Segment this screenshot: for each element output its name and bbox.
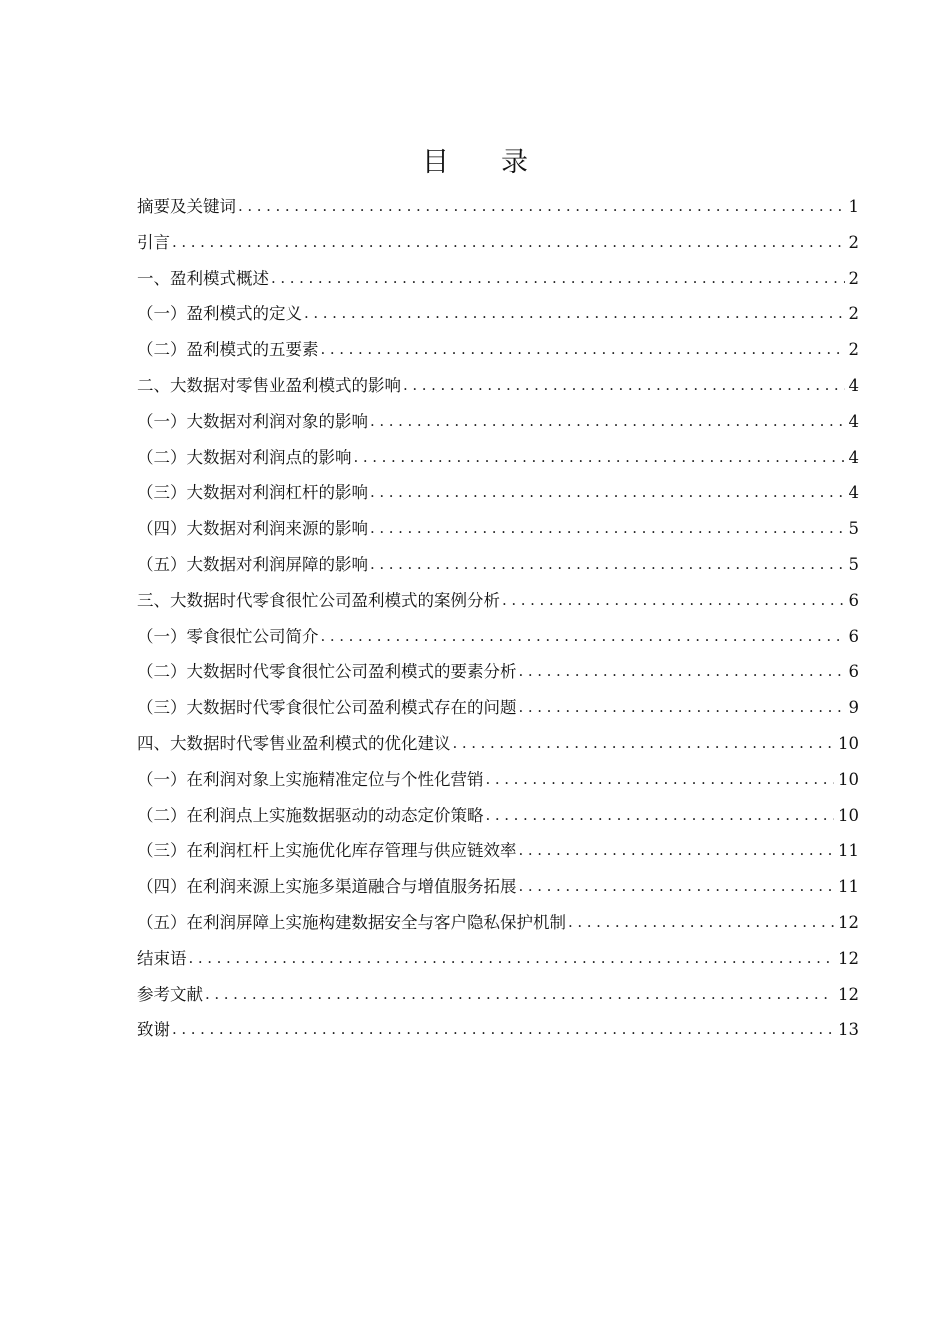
table-of-contents: [137, 189, 859, 1048]
dot-leader: [519, 690, 845, 726]
toc-entry-label: 结束语: [137, 948, 187, 968]
toc-entry-label: （五）大数据对利润屏障的影响: [137, 554, 368, 574]
toc-entry-page: 2: [848, 232, 859, 252]
dot-leader: [271, 261, 845, 297]
toc-entry-label: 三、大数据时代零食很忙公司盈利模式的案例分析: [137, 590, 500, 610]
dot-leader: [370, 547, 845, 583]
toc-entry-conclusion[interactable]: [137, 941, 859, 977]
toc-entry-section-4-1[interactable]: [137, 762, 859, 798]
dot-leader: [172, 225, 845, 261]
toc-entry-section-4-2[interactable]: [137, 798, 859, 834]
toc-entry-label: 一、盈利模式概述: [137, 268, 269, 288]
toc-entry-page: 11: [838, 877, 859, 897]
toc-entry-chapter-1[interactable]: [137, 261, 859, 297]
toc-entry-section-2-4[interactable]: [137, 511, 859, 547]
toc-entry-label: 二、大数据对零售业盈利模式的影响: [137, 375, 401, 395]
toc-entry-page: 12: [838, 948, 859, 968]
toc-entry-section-2-3[interactable]: [137, 475, 859, 511]
toc-entry-label: 引言: [137, 232, 170, 252]
toc-title-char-1: 目: [422, 147, 449, 178]
toc-entry-label: 四、大数据时代零售业盈利模式的优化建议: [137, 733, 451, 753]
dot-leader: [370, 511, 845, 547]
toc-entry-page: 11: [838, 841, 859, 861]
toc-entry-label: 摘要及关键词: [137, 197, 236, 216]
toc-entry-section-4-4[interactable]: [137, 869, 859, 905]
toc-entry-page: 10: [838, 805, 859, 825]
toc-entry-introduction[interactable]: [137, 225, 859, 261]
toc-entry-page: 2: [848, 340, 859, 360]
dot-leader: [568, 905, 834, 941]
toc-entry-acknowledgements[interactable]: [137, 1012, 859, 1048]
toc-entry-label: （四）在利润来源上实施多渠道融合与增值服务拓展: [137, 877, 517, 897]
toc-entry-label: （三）大数据对利润杠杆的影响: [137, 483, 368, 503]
dot-leader: [486, 798, 835, 834]
toc-entry-label: （一）大数据对利润对象的影响: [137, 411, 368, 431]
dot-leader: [453, 726, 835, 762]
toc-entry-page: 4: [848, 483, 859, 503]
toc-entry-chapter-3[interactable]: [137, 583, 859, 619]
toc-entry-chapter-2[interactable]: [137, 368, 859, 404]
toc-entry-page: 6: [848, 662, 859, 682]
toc-entry-page: 13: [838, 1020, 859, 1040]
dot-leader: [304, 296, 845, 332]
dot-leader: [403, 368, 845, 404]
dot-leader: [502, 583, 845, 619]
toc-entry-page: 2: [848, 304, 859, 324]
dot-leader: [370, 404, 845, 440]
dot-leader: [321, 332, 845, 368]
toc-entry-page: 6: [848, 590, 859, 610]
toc-entry-section-4-3[interactable]: [137, 833, 859, 869]
toc-entry-page: 12: [838, 912, 859, 932]
toc-entry-section-1-1[interactable]: [137, 296, 859, 332]
dot-leader: [321, 619, 845, 655]
toc-entry-label: （二）大数据对利润点的影响: [137, 447, 352, 467]
toc-entry-page: 12: [838, 984, 859, 1004]
toc-entry-label: （一）在利润对象上实施精准定位与个性化营销: [137, 769, 484, 789]
toc-entry-label: 致谢: [137, 1020, 170, 1040]
toc-entry-label: （五）在利润屏障上实施构建数据安全与客户隐私保护机制: [137, 912, 566, 932]
toc-entry-page: 1: [848, 197, 859, 216]
toc-entry-label: （一）盈利模式的定义: [137, 304, 302, 324]
dot-leader: [172, 1012, 834, 1048]
toc-entry-section-1-2[interactable]: [137, 332, 859, 368]
dot-leader: [519, 654, 845, 690]
toc-entry-label: （二）在利润点上实施数据驱动的动态定价策略: [137, 805, 484, 825]
toc-entry-page: 10: [838, 733, 859, 753]
toc-entry-label: （四）大数据对利润来源的影响: [137, 519, 368, 539]
toc-entry-label: （一）零食很忙公司简介: [137, 626, 319, 646]
toc-entry-page: 2: [848, 268, 859, 288]
toc-entry-page: 6: [848, 626, 859, 646]
dot-leader: [354, 440, 845, 476]
dot-leader: [189, 941, 835, 977]
toc-entry-label: （三）大数据时代零食很忙公司盈利模式存在的问题: [137, 698, 517, 718]
toc-entry-section-3-3[interactable]: [137, 690, 859, 726]
toc-entry-references[interactable]: [137, 977, 859, 1013]
dot-leader: [519, 869, 835, 905]
toc-entry-label: 参考文献: [137, 984, 203, 1004]
toc-entry-section-2-1[interactable]: [137, 404, 859, 440]
toc-entry-label: （二）盈利模式的五要素: [137, 340, 319, 360]
toc-entry-section-3-2[interactable]: [137, 654, 859, 690]
dot-leader: [370, 475, 845, 511]
toc-entry-page: 9: [848, 698, 859, 718]
dot-leader: [519, 833, 835, 869]
dot-leader: [238, 189, 845, 225]
dot-leader: [205, 977, 834, 1013]
toc-entry-page: 4: [848, 447, 859, 467]
toc-entry-section-3-1[interactable]: [137, 619, 859, 655]
toc-title: [0, 143, 950, 183]
dot-leader: [486, 762, 835, 798]
toc-entry-abstract[interactable]: [137, 189, 859, 225]
toc-entry-label: （二）大数据时代零食很忙公司盈利模式的要素分析: [137, 662, 517, 682]
toc-entry-page: 10: [838, 769, 859, 789]
toc-entry-page: 4: [848, 411, 859, 431]
toc-entry-section-2-2[interactable]: [137, 440, 859, 476]
toc-entry-section-4-5[interactable]: [137, 905, 859, 941]
toc-entry-section-2-5[interactable]: [137, 547, 859, 583]
toc-entry-label: （三）在利润杠杆上实施优化库存管理与供应链效率: [137, 841, 517, 861]
toc-entry-page: 4: [848, 375, 859, 395]
toc-entry-page: 5: [848, 519, 859, 539]
toc-entry-page: 5: [848, 554, 859, 574]
toc-entry-chapter-4[interactable]: [137, 726, 859, 762]
toc-title-char-2: 录: [501, 147, 528, 178]
